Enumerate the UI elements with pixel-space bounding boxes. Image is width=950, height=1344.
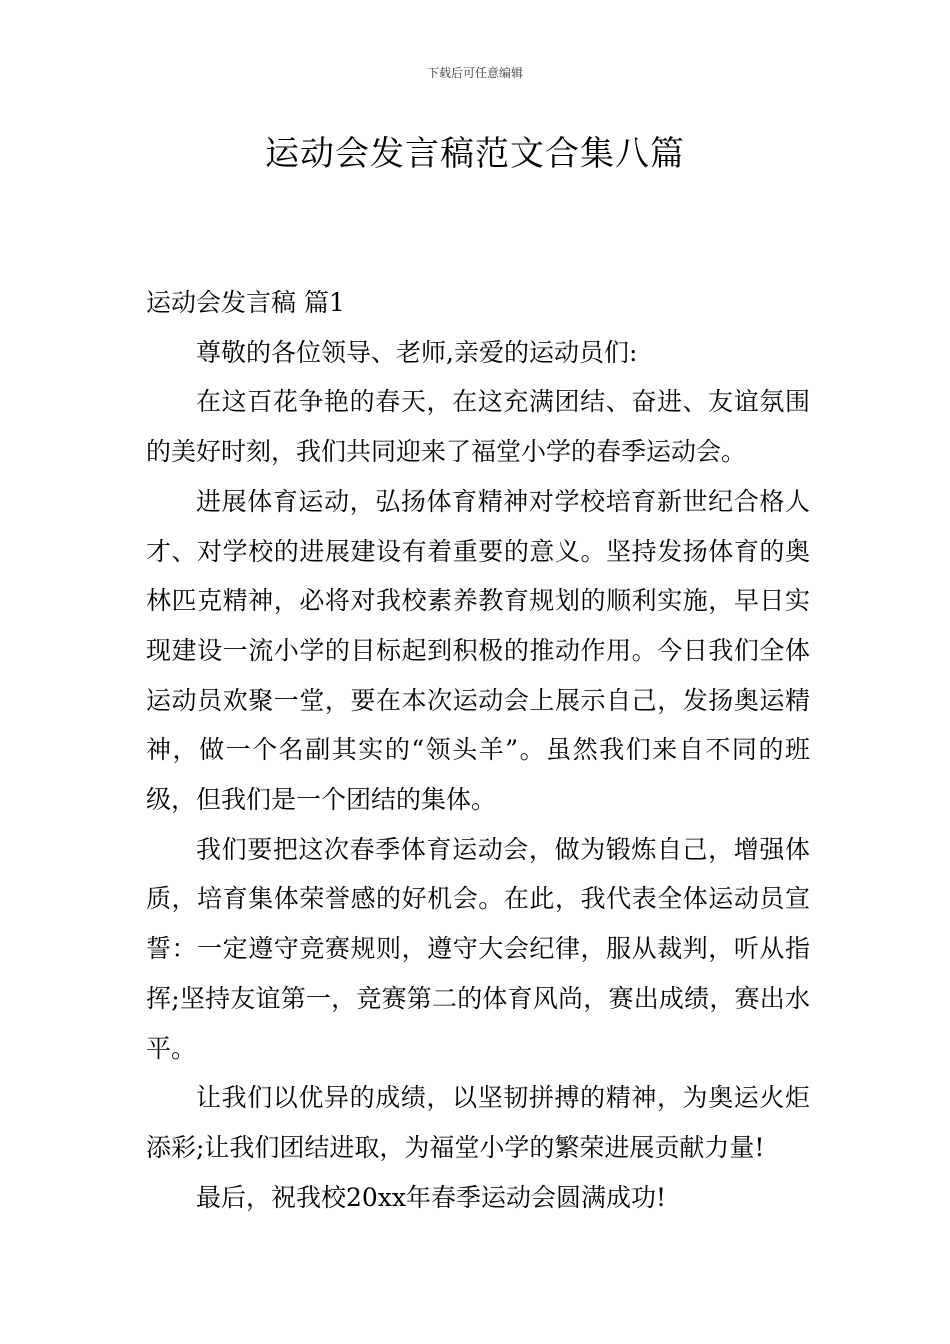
document-body bbox=[146, 278, 810, 1222]
body-paragraph: 在这百花争艳的春天，在这充满团结、奋进、友谊氛围的美好时刻，我们共同迎来了福堂小学的春季运动会。 bbox=[146, 387, 810, 467]
header-note: 下载后可任意编辑 bbox=[426, 66, 523, 80]
closing-paragraph: 最后，祝我校20xx年春季运动会圆满成功! bbox=[196, 1182, 667, 1212]
body-paragraph: 我们要把这次春季体育运动会，做为锻炼自己，增强体质，培育集体荣誉感的好机会。在此，我代表全体运动员宣誓：一定遵守竞赛规则，遵守大会纪律，服从裁判，听从指挥;坚持友谊第一，竞赛第二的体育风尚，赛出成绩，赛出水平。 bbox=[146, 834, 810, 1063]
salutation-paragraph: 尊敬的各位领导、老师,亲爱的运动员们: bbox=[196, 337, 638, 367]
document-title: 运动会发言稿范文合集八篇 bbox=[265, 134, 685, 174]
body-paragraph: 让我们以优异的成绩，以坚韧拼搏的精神，为奥运火炬添彩;让我们团结进取，为福堂小学的繁荣进展贡献力量! bbox=[146, 1083, 810, 1162]
body-paragraph: 进展体育运动，弘扬体育精神对学校培育新世纪合格人才、对学校的进展建设有着重要的意义。坚持发扬体育的奥林匹克精神，必将对我校素养教育规划的顺利实施，早日实现建设一流小学的目标起到积极的推动作用。今日我们全体运动员欢聚一堂，要在本次运动会上展示自己，发扬奥运精神，做一个名副其实的“领头羊”。虽然我们来自不同的班级，但我们是一个团结的集体。 bbox=[146, 486, 810, 815]
section-heading: 运动会发言稿 篇1 bbox=[146, 288, 345, 317]
